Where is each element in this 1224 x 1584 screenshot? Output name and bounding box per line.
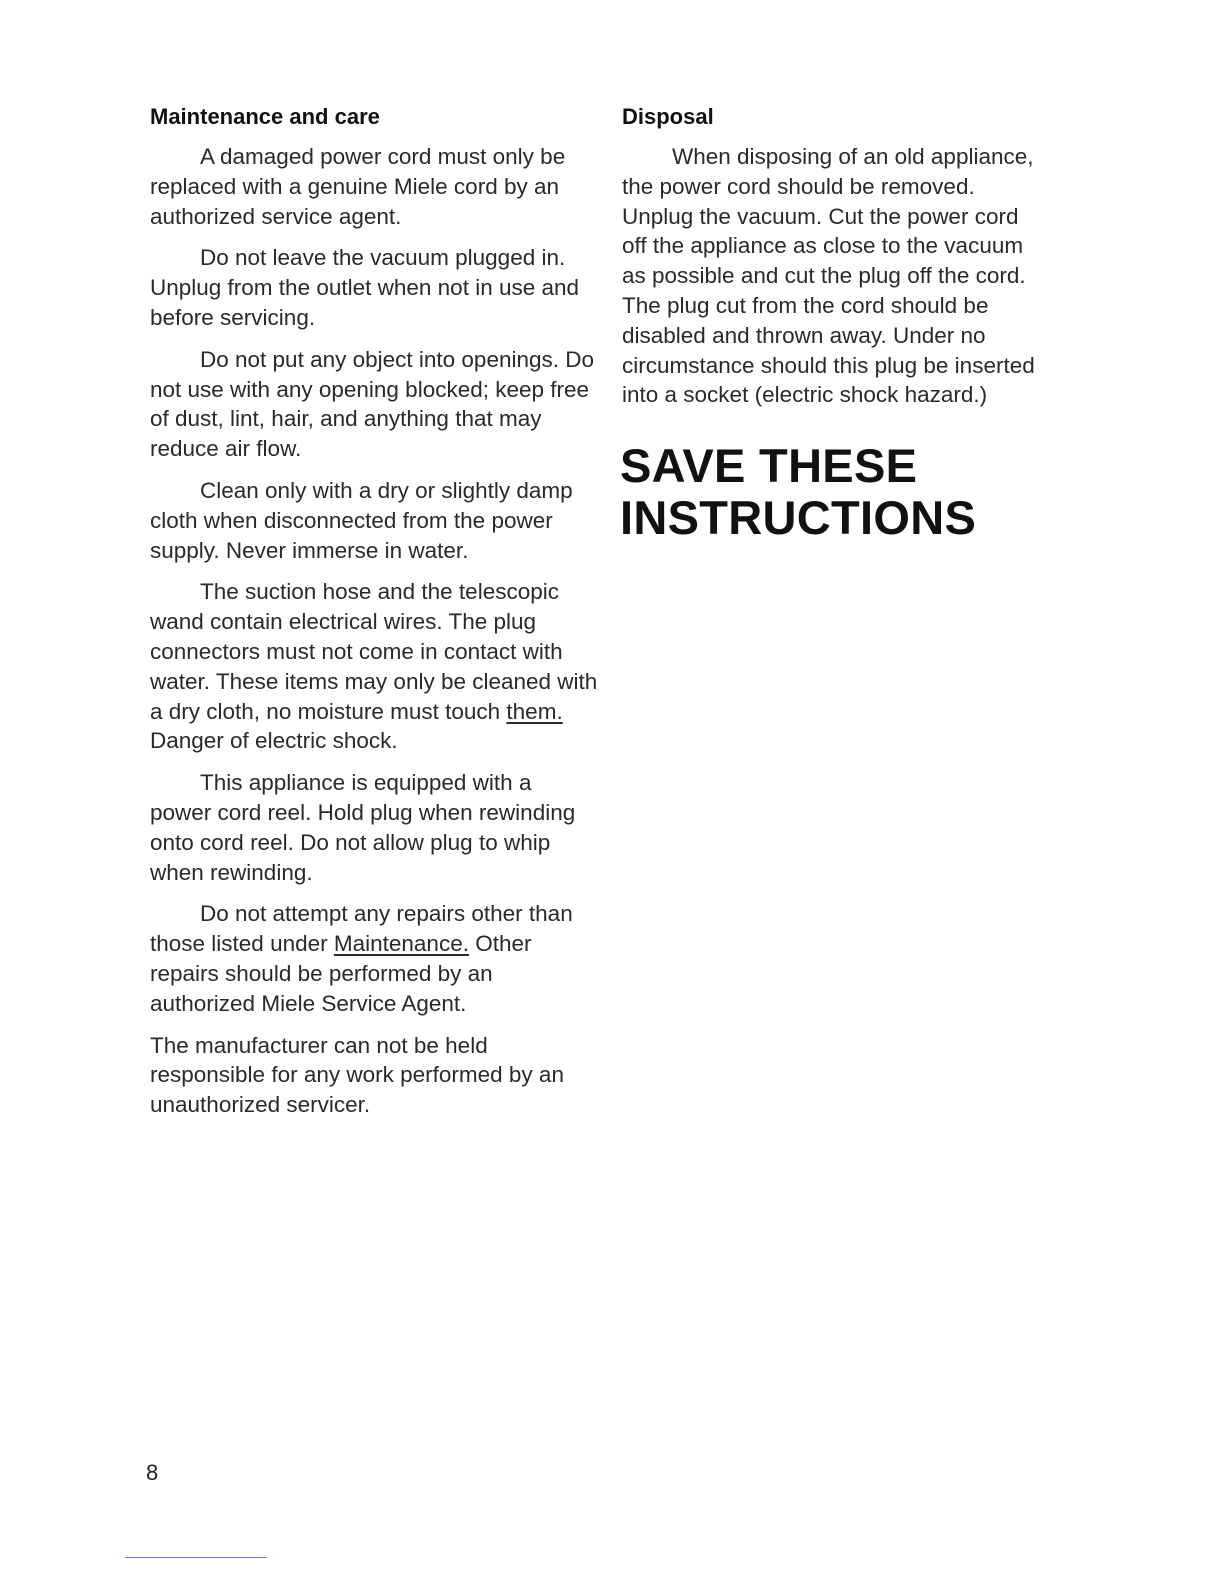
disposal-heading: Disposal — [622, 104, 714, 129]
maintenance-paragraph-4: Clean only with a dry or slightly damp cloth when disconnected from the power supply. Never immerse in water. — [150, 477, 573, 563]
maintenance-paragraph-7 — [150, 899, 598, 1018]
save-instructions-heading — [620, 440, 1046, 544]
paragraph-text: Do not attempt any repairs other than those listed under — [150, 901, 573, 957]
maintenance-paragraph-5 — [150, 577, 598, 756]
maintenance-paragraph-6: This appliance is equipped with a power cord reel. Hold plug when rewinding onto cord reel. Do not allow plug to whip when rewinding. — [150, 770, 576, 885]
maintenance-paragraph-2: Do not leave the vacuum plugged in. Unplug from the outlet when not in use and before servicing. — [150, 245, 580, 330]
paragraph-text: Danger of electric shock. — [150, 728, 398, 754]
left-column — [150, 102, 598, 1132]
maintenance-paragraph-3: Do not put any object into openings. Do not use with any opening blocked; keep free of dust, lint, hair, and anything that may reduce air flow. — [150, 346, 595, 462]
save-heading-line-1: SAVE THESE — [620, 439, 918, 493]
paragraph-text: The suction hose and the telescopic wand contain electrical wires. The plug connectors must not come in contact with water. These items may only be cleaned with a dry cloth, no moisture must touch — [150, 579, 598, 724]
maintenance-paragraph-8: The manufacturer can not be held responsible for any work performed by an unauthorized servicer. — [150, 1032, 564, 1118]
paragraph-text: Other repairs should be performed by an authorized Miele Service Agent. — [150, 931, 532, 1016]
maintenance-paragraph-1: A damaged power cord must only be replaced with a genuine Miele cord by an authorized service agent. — [150, 144, 566, 229]
page-number: 8 — [146, 1460, 159, 1485]
maintenance-cross-reference: Maintenance. — [333, 931, 469, 957]
disposal-paragraph: When disposing of an old appliance, the power cord should be removed. Unplug the vacuum. Cut the power cord off the appliance as close to the vacuum as possible and cut the plug off the cord. The plug cut from the cord should be disabled and thrown away. Under no circumstance should this plug be inserted into a socket (electric shock hazard.) — [622, 144, 1035, 408]
underlined-reference: them. — [506, 698, 563, 724]
footer-rule — [125, 1557, 267, 1558]
save-heading-line-2: INSTRUCTIONS — [620, 491, 977, 545]
maintenance-heading: Maintenance and care — [150, 104, 380, 129]
right-column — [622, 102, 1046, 544]
